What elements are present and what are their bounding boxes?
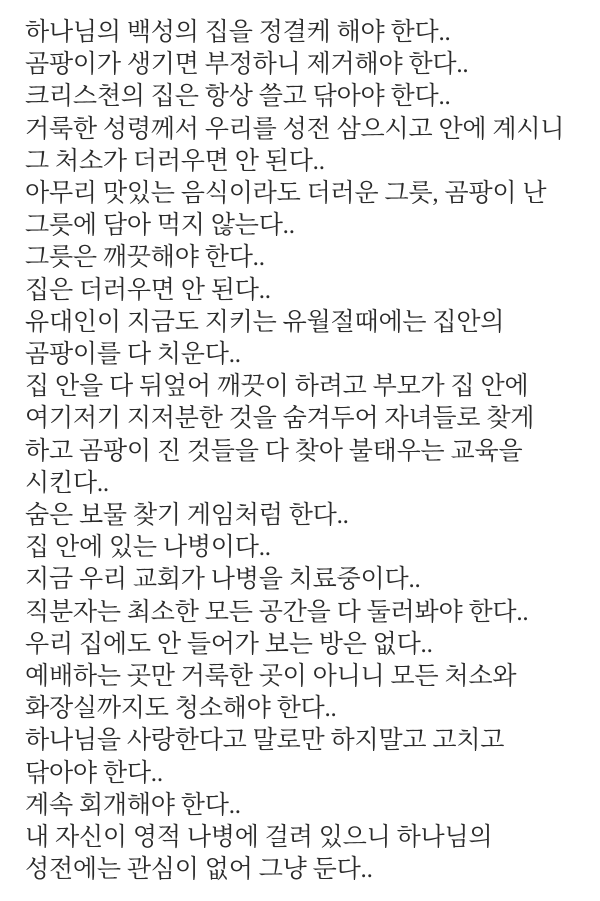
text-line: 하나님의 백성의 집을 정결케 해야 한다.. xyxy=(25,19,451,46)
text-line: 하고 곰팡이 진 것들을 다 찾아 불태우는 교육을 xyxy=(25,437,523,465)
text-line: 지금 우리 교회가 나병을 치료중이다.. xyxy=(25,566,421,594)
text-line: 내 자신이 영적 나병에 걸려 있으니 하나님의 xyxy=(25,824,493,852)
text-line: 성전에는 관심이 없어 그냥 둔다.. xyxy=(25,856,373,884)
text-line: 그 처소가 더러우면 안 된다.. xyxy=(25,147,325,175)
text-line: 곰팡이를 다 치운다.. xyxy=(25,341,241,369)
text-line: 하나님을 사랑한다고 말로만 하지말고 고치고 xyxy=(25,727,505,755)
text-line: 아무리 맛있는 음식이라도 더러운 그릇, 곰팡이 난 xyxy=(25,180,547,208)
text-line: 그릇에 담아 먹지 않는다.. xyxy=(25,212,295,240)
text-line: 유대인이 지금도 지키는 유월절때에는 집안의 xyxy=(25,308,505,336)
text-line: 예배하는 곳만 거룩한 곳이 아니니 모든 처소와 xyxy=(25,663,517,691)
text-line: 직분자는 최소한 모든 공간을 다 둘러봐야 한다.. xyxy=(25,598,529,626)
text-line: 그릇은 깨끗해야 한다.. xyxy=(25,244,265,272)
text-line: 계속 회개해야 한다.. xyxy=(25,791,241,819)
text-line: 집 안에 있는 나병이다.. xyxy=(25,534,271,562)
text-line: 집 안을 다 뒤엎어 깨끗이 하려고 부모가 집 안에 xyxy=(25,373,529,401)
text-line: 닦아야 한다.. xyxy=(25,759,163,787)
text-line: 크리스쳔의 집은 항상 쓸고 닦아야 한다.. xyxy=(25,83,451,111)
text-line: 숨은 보물 찾기 게임처럼 한다.. xyxy=(25,502,349,530)
text-line: 우리 집에도 안 들어가 보는 방은 없다.. xyxy=(25,630,433,658)
text-line: 곰팡이가 생기면 부정하니 제거해야 한다.. xyxy=(25,51,469,79)
text-line: 여기저기 지저분한 것을 숨겨두어 자녀들로 찾게 xyxy=(25,405,535,433)
text-line: 거룩한 성령께서 우리를 성전 삼으시고 안에 계시니 xyxy=(25,115,565,143)
text-line: 화장실까지도 청소해야 한다.. xyxy=(25,695,337,723)
text-line: 집은 더러우면 안 된다.. xyxy=(25,276,271,304)
text-line: 시킨다.. xyxy=(25,469,109,497)
